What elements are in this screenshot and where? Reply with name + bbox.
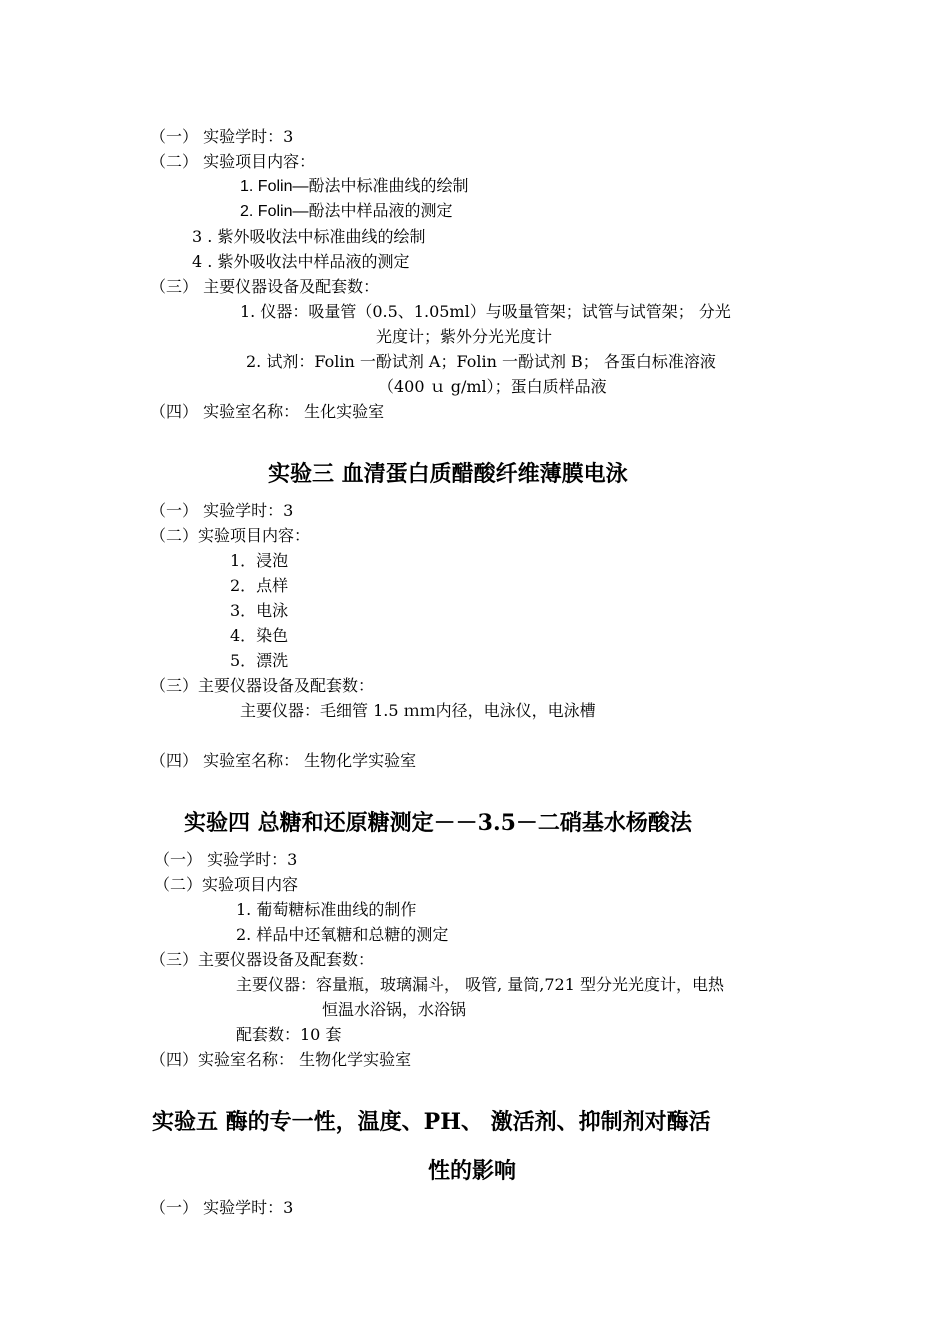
s2-reagents-line1: 2. 试剂：Folin 一酚试剂 A；Folin 一酚试剂 B； 各蛋白标准溶液 (246, 352, 716, 371)
s2-equipment-label: （三） 主要仪器设备及配套数： (150, 277, 380, 296)
s4-content-label: （二）实验项目内容 (154, 875, 299, 894)
s3-item-2: 2．点样 (230, 576, 289, 595)
s3-title: 实验三 血清蛋白质醋酸纤维薄膜电泳 (268, 461, 628, 487)
s2-item-4: 4 . 紫外吸收法中样品液的测定 (192, 252, 410, 271)
s3-item-1: 1．浸泡 (230, 551, 289, 570)
s4-sets: 配套数：10 套 (236, 1025, 342, 1044)
s4-instruments-line2: 恒温水浴锅，水浴锅 (322, 1000, 467, 1019)
s2-item-1: 1. Folin—酚法中标准曲线的绘制 (240, 178, 469, 195)
s2-instruments-line2: 光度计；紫外分光光度计 (376, 327, 553, 346)
s4-title: 实验四 总糖和还原糖测定－－3.5－二硝基水杨酸法 (184, 810, 692, 836)
s2-instruments-line1: 1. 仪器：吸量管（0.5、1.05ml）与吸量管架；试管与试管架； 分光 (240, 302, 731, 321)
s3-equipment-label: （三）主要仪器设备及配套数： (150, 676, 375, 695)
s5-title-line2: 性的影响 (428, 1158, 517, 1184)
s4-lab: （四）实验室名称： 生物化学实验室 (150, 1050, 412, 1069)
s2-content-label: （二） 实验项目内容： (150, 152, 316, 171)
s5-hours: （一） 实验学时：3 (150, 1198, 294, 1217)
s4-hours: （一） 实验学时：3 (154, 850, 298, 869)
s3-item-4: 4．染色 (230, 626, 289, 645)
s3-instruments: 主要仪器：毛细管 1.5 ｍｍ内径，电泳仪，电泳槽 (240, 701, 596, 720)
s3-item-3: 3．电泳 (230, 601, 289, 620)
s4-item-2: 2. 样品中还氧糖和总糖的测定 (236, 925, 449, 944)
s4-item-1: 1. 葡萄糖标准曲线的制作 (236, 900, 417, 919)
s4-instruments-line1: 主要仪器：容量瓶，玻璃漏斗， 吸管, 量筒,721 型分光光度计，电热 (236, 975, 724, 994)
s2-hours: （一） 实验学时：3 (150, 127, 294, 146)
s5-title-line1: 实验五 酶的专一性，温度、PH、 激活剂、抑制剂对酶活 (152, 1109, 711, 1135)
s2-lab: （四） 实验室名称： 生化实验室 (150, 402, 385, 421)
s2-reagents-line2: （400 ｕ g/ml）；蛋白质样品液 (378, 377, 607, 396)
s2-item-2: 2. Folin—酚法中样品液的测定 (240, 203, 453, 220)
s3-item-5: 5．漂洗 (230, 651, 289, 670)
s3-lab: （四） 实验室名称： 生物化学实验室 (150, 751, 417, 770)
s4-equipment-label: （三）主要仪器设备及配套数： (150, 950, 375, 969)
s2-item-3: 3 . 紫外吸收法中标准曲线的绘制 (192, 227, 426, 246)
s3-hours: （一） 实验学时：3 (150, 501, 294, 520)
s3-content-label: （二）实验项目内容： (150, 526, 311, 545)
